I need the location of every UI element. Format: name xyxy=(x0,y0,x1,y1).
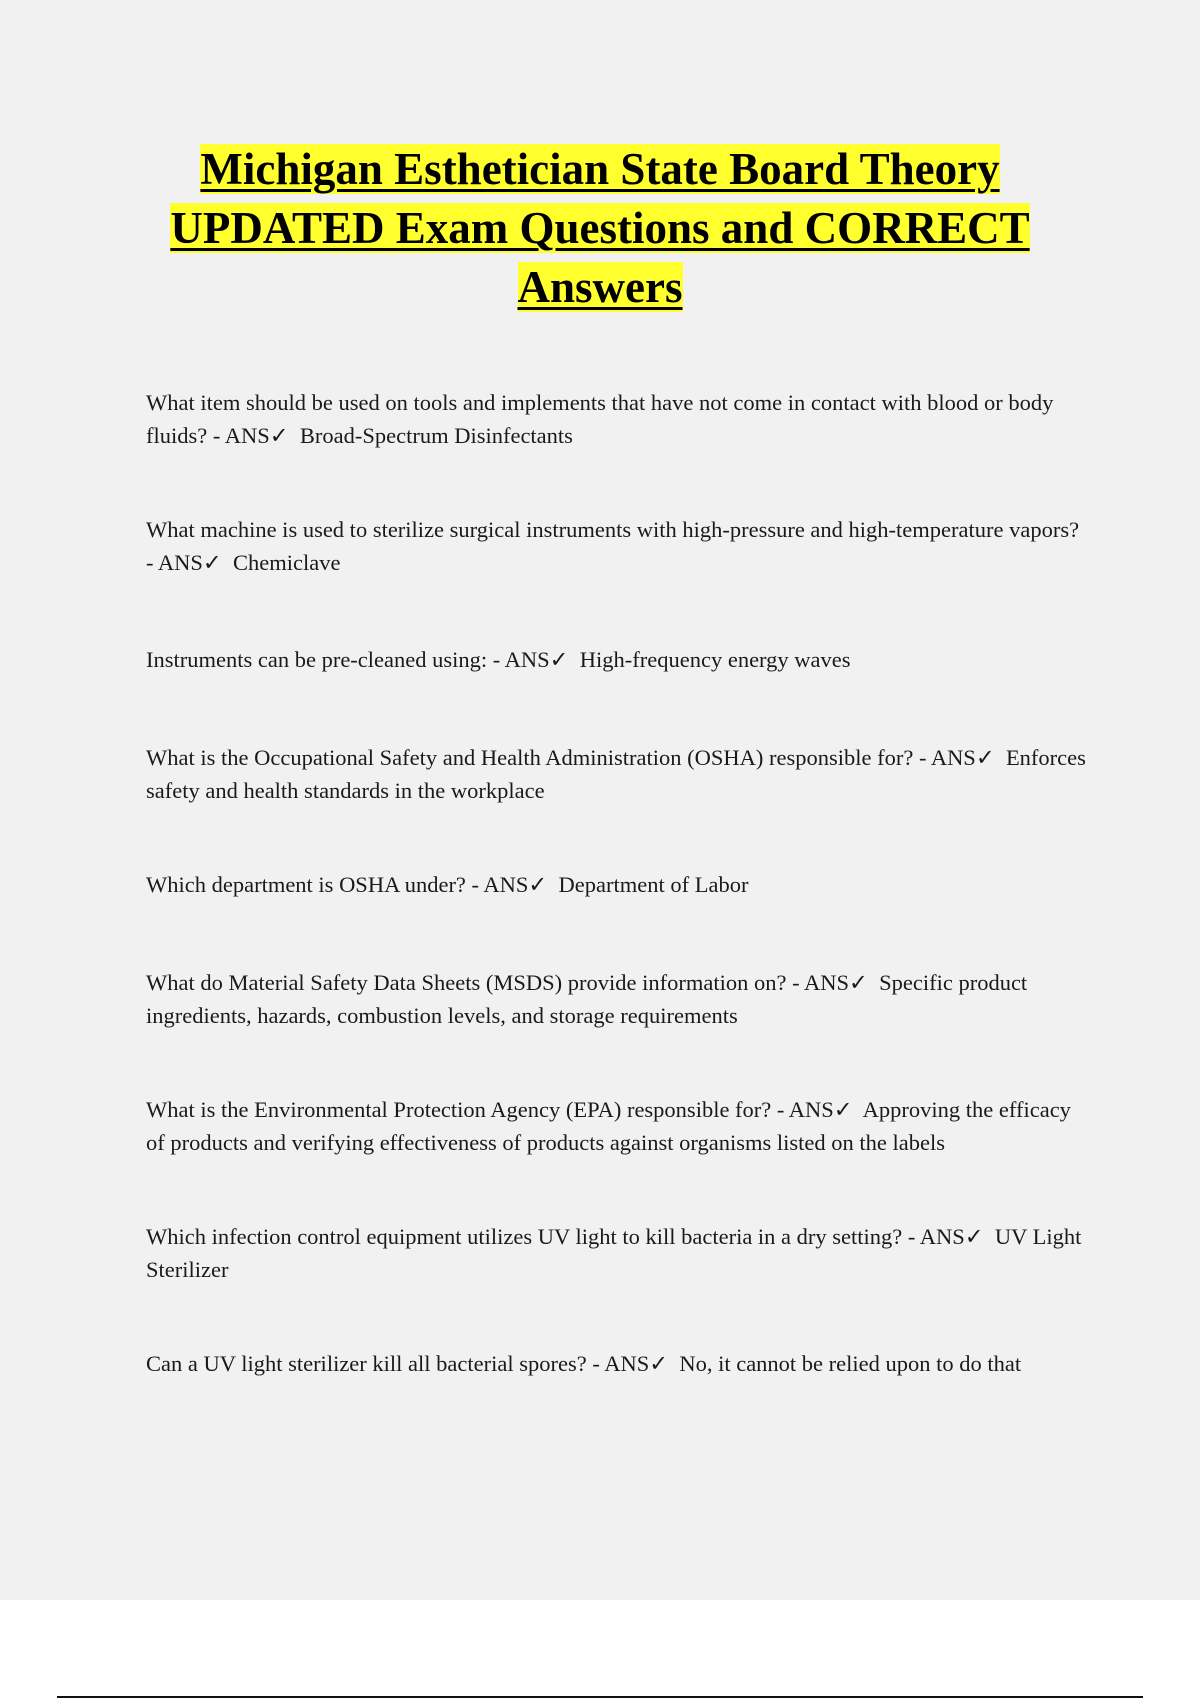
qa-item xyxy=(146,513,1091,579)
question-text: What do Material Safety Data Sheets (MSDS) provide information on? xyxy=(146,970,787,995)
answer-text: UV Light Sterilizer xyxy=(146,1224,1082,1282)
answer-marker: - ANS✓ xyxy=(471,872,548,897)
answer-marker: - ANS✓ xyxy=(792,970,868,995)
qa-item xyxy=(146,1347,1091,1380)
answer-text: Approving the efficacy of products and verifying effectiveness of products against organisms listed on the labels xyxy=(146,1097,1071,1155)
answer-marker: - ANS✓ xyxy=(907,1224,984,1249)
title-highlight: Michigan Esthetician State Board Theory UPDATED Exam Questions and CORRECT Answers xyxy=(170,144,1030,312)
next-page-divider xyxy=(57,1696,1143,1698)
qa-item xyxy=(146,966,1091,1032)
answer-text: High-frequency energy waves xyxy=(579,647,851,672)
answer-text: Chemiclave xyxy=(233,550,341,575)
question-text: What item should be used on tools and implements that have not come in contact with blood or body fluids? xyxy=(146,390,1054,448)
qa-item xyxy=(146,1093,1091,1159)
answer-marker: - ANS✓ xyxy=(592,1351,669,1376)
qa-item xyxy=(146,868,1091,901)
answer-marker: - ANS✓ xyxy=(492,647,569,672)
answer-text: Broad-Spectrum Disinfectants xyxy=(299,423,573,448)
answer-marker: - ANS✓ xyxy=(212,423,289,448)
question-text: Can a UV light sterilizer kill all bacterial spores? xyxy=(146,1351,587,1376)
question-text: Instruments can be pre-cleaned using: xyxy=(146,647,488,672)
document-title xyxy=(100,140,1100,317)
answer-marker: - ANS✓ xyxy=(146,550,222,575)
qa-item xyxy=(146,741,1091,807)
question-text: Which department is OSHA under? xyxy=(146,872,466,897)
answer-marker: - ANS✓ xyxy=(776,1097,853,1122)
answer-marker: - ANS✓ xyxy=(918,745,995,770)
qa-item xyxy=(146,386,1091,452)
answer-text: Enforces safety and health standards in the workplace xyxy=(146,745,1086,803)
question-text: What machine is used to sterilize surgical instruments with high-pressure and high-temperature vapors? xyxy=(146,517,1080,542)
answer-text: Specific product ingredients, hazards, combustion levels, and storage requirements xyxy=(146,970,1028,1028)
qa-item xyxy=(146,1220,1091,1286)
answer-text: No, it cannot be relied upon to do that xyxy=(679,1351,1022,1376)
answer-text: Department of Labor xyxy=(558,872,749,897)
question-text: What is the Occupational Safety and Health Administration (OSHA) responsible for? xyxy=(146,745,914,770)
question-text: Which infection control equipment utilizes UV light to kill bacteria in a dry setting? xyxy=(146,1224,903,1249)
qa-item xyxy=(146,643,1091,676)
question-text: What is the Environmental Protection Agency (EPA) responsible for? xyxy=(146,1097,772,1122)
